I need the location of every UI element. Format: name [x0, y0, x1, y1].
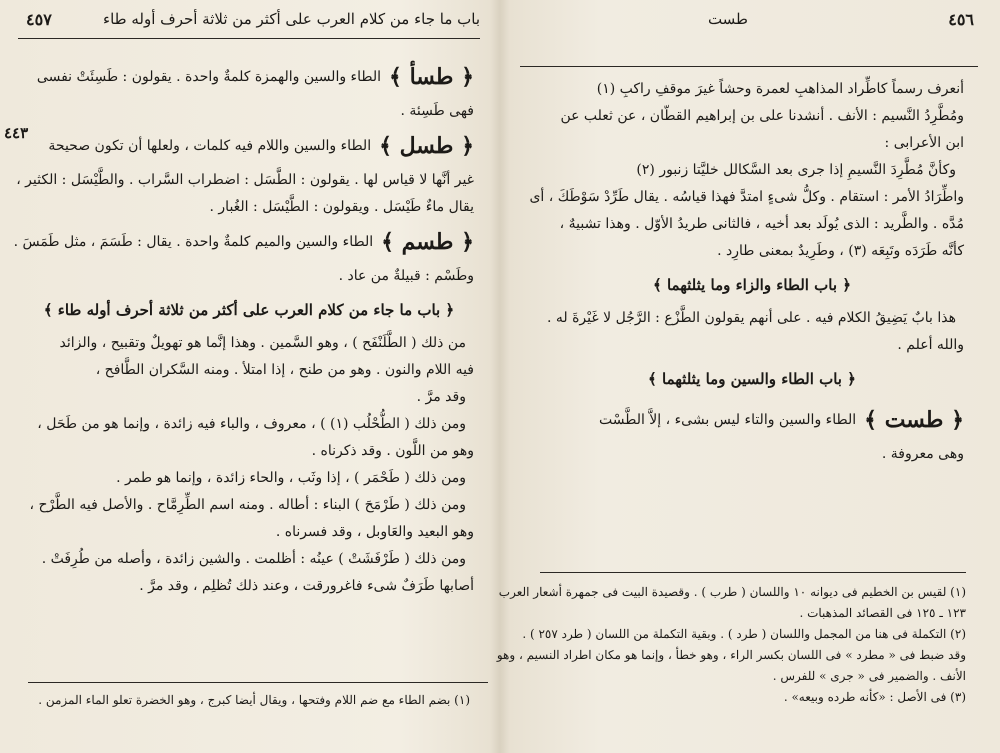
footnote: (٢) التكملة فى هنا من المجمل واللسان ( طرد ) . وبقية التكملة من اللسان ( طرد ٢٥٧ ) .	[522, 627, 966, 641]
right-page-body	[529, 76, 964, 468]
text-line: ومن ذلك ( طَرْفَشَتْ ) عينُه : أظلمت . والشين زائدة ، وأصله من طُرِفَتْ .	[41, 551, 466, 567]
page-number: ٤٥٦	[948, 10, 974, 29]
page-number: ٤٥٧	[26, 10, 52, 29]
chapter-heading: ﴿ باب الطاء والزاء وما يثلثهما ﴾	[652, 276, 852, 294]
footnotes	[496, 582, 966, 708]
text-line: فهى طَسِئة .	[400, 103, 474, 119]
text-line: واطِّرَادُ الأمر : استقام . وكلُّ شىءٍ امتدَّ فهذا قياسُه . يقال طَرِّدْ سَوْطَكَ ، أى	[529, 189, 964, 205]
entry-text: الطاء والسين والميم كلمةٌ واحدة . يقال : طَسَمَ ، مثل طَمَسَ .	[13, 234, 374, 250]
verse-line: أنعرف رسماً كاطِّراد المذاهبِ لعمرة وحشاً غيرَ موقفِ راكبِ (١)	[596, 81, 964, 97]
entry-text: الطاء والسين والتاء ليس بشىء ، إلاَّ الطَّسْت	[598, 412, 857, 428]
footnote-rule	[540, 572, 966, 573]
text-line: ومن ذلك ( طَرْمَحَ ) البناء : أطاله . ومنه اسم الطِّرِمَّاح . والأصل فيه الطَّرْح ،	[29, 497, 466, 513]
headword: ﴿ طسل ﴾	[379, 133, 474, 159]
chapter-heading: ﴿ باب الطاء والسين وما يثلثهما ﴾	[648, 370, 856, 388]
entry-text: الطاء والسين واللام فيه كلمات ، ولعلها أن تكون صحيحة	[48, 138, 372, 154]
footnote-rule	[28, 682, 488, 683]
text-line: هذا بابٌ يَضِيقُ الكلام فيه . على أنهم يقولون الطَّزْع : الرَّجُل لا غَيْرةَ له .	[546, 310, 956, 326]
headword: ﴿ طسأ ﴾	[389, 64, 474, 90]
text-line: وطَسْم : قبيلةٌ من عاد .	[338, 268, 474, 284]
footnote: (١) لقيس بن الخطيم فى ديوانه ١٠ واللسان ( طرب ) . وقصيدة البيت فى جمهرة أشعار العرب	[498, 585, 966, 599]
footnotes	[28, 690, 470, 711]
verse-line: وكأنَّ مُطَّرِدَ النَّسيمِ إذا جرى بعد السَّكالل خليَّتا زنبور (٢)	[636, 162, 956, 178]
footnote: الأنف . والضمير فى « جرى » للفرس .	[772, 669, 966, 683]
text-line: أصابها طَرَفٌ شىء فاغرورقت ، وعند ذلك تُظلِم ، وقد مرَّ .	[139, 578, 474, 594]
text-line: فيه اللام والنون . وهو من طنح ، إذا امتلأ . ومنه السَّكران الطَّافح ،	[95, 362, 474, 378]
header-rule	[520, 66, 978, 67]
text-line: مُدَّه . والطَّريد : الذى يُولَد بعد أخيه ، فالثانى طريدُ الأوّل . وهذا تشبيهٌ ،	[559, 216, 964, 232]
text-line: كأنَّه طَرَدَه وتَبِعَه (٣) ، وطَرِيدٌ بمعنى طارِد .	[717, 243, 964, 259]
footnote: (٣) فى الأصل : «كأنه طرده وبيعه» .	[783, 690, 966, 704]
text-line: ومُطَّرِدُ النَّسيم : الأنف . أنشدنا على بن إبراهيم القطّان ، عن ثعلب عن	[560, 108, 964, 124]
running-head: طست	[707, 10, 748, 28]
text-line: والله أعلم .	[897, 337, 964, 353]
text-line: ومن ذلك ( الطُّحْلُب (١) ) ، معروف ، والباء فيه زائدة ، وإنما هو من طَحَل ،	[37, 416, 466, 432]
text-line: وهى معروفة .	[881, 446, 964, 462]
running-head: باب ما جاء من كلام العرب على أكثر من ثلاثة أحرف أوله طاء	[103, 10, 480, 28]
dictionary-entry	[540, 399, 964, 441]
footnote: (١) بضم الطاء مع ضم اللام وفتحها ، ويقال أيضا كبرج ، وهو الخضرة تعلو الماء المزمن .	[38, 693, 470, 707]
footnote: ١٢٣ ـ ١٢٥ فى القصائد المذهبات .	[799, 606, 966, 620]
footnote: وقد ضبط فى « مطرد » فى اللسان بكسر الراء ، وهو خطأ ، وإنما هو مكان اطراد النسيم ، وهو	[496, 648, 966, 662]
headword: ﴿ طست ﴾	[864, 407, 964, 433]
entry-text: الطاء والسين والهمزة كلمةٌ واحدة . يقولون : طَسِئَتْ نفسى	[36, 69, 382, 85]
text-line: غير أنَّها لا قياس لها . يقولون : الطَّسَل : اضطراب السَّراب . والطَّيْسَل : الكثير ،	[16, 172, 474, 188]
dictionary-entry	[13, 221, 474, 263]
text-line: وهو من اللَّون . وقد ذكرناه .	[311, 443, 474, 459]
text-line: وقد مرَّ .	[416, 389, 466, 405]
headword: ﴿ طسم ﴾	[381, 229, 474, 255]
margin-number: ٤٤٣	[4, 124, 29, 142]
text-line: يقال ماءٌ طَيْسَل . ويقولون : الطَّيْسَل : الغُبار .	[209, 199, 474, 215]
chapter-heading: ﴿ باب ما جاء من كلام العرب على أكثر من ثلاثة أحرف أوله طاء ﴾	[43, 301, 455, 319]
header-rule	[18, 38, 480, 39]
text-line: وهو البعيد والعَاوبل ، وقد فسرناه .	[275, 524, 474, 540]
text-line: من ذلك ( الطَّلَنْفَح ) ، وهو السَّمين . وهذا إنَّما هو تهويلٌ وتقبيح ، والزائد	[59, 335, 466, 351]
right-page	[496, 0, 1000, 753]
right-page-header	[520, 10, 978, 36]
text-line: ابن الأعرابى :	[884, 135, 964, 151]
left-page-header	[18, 10, 480, 36]
dictionary-entry	[24, 125, 474, 167]
dictionary-entry	[24, 56, 474, 98]
text-line: ومن ذلك ( طَحْمَر ) ، إذا وثَب ، والحاء زائدة ، وإنما هو طمر .	[116, 470, 466, 486]
